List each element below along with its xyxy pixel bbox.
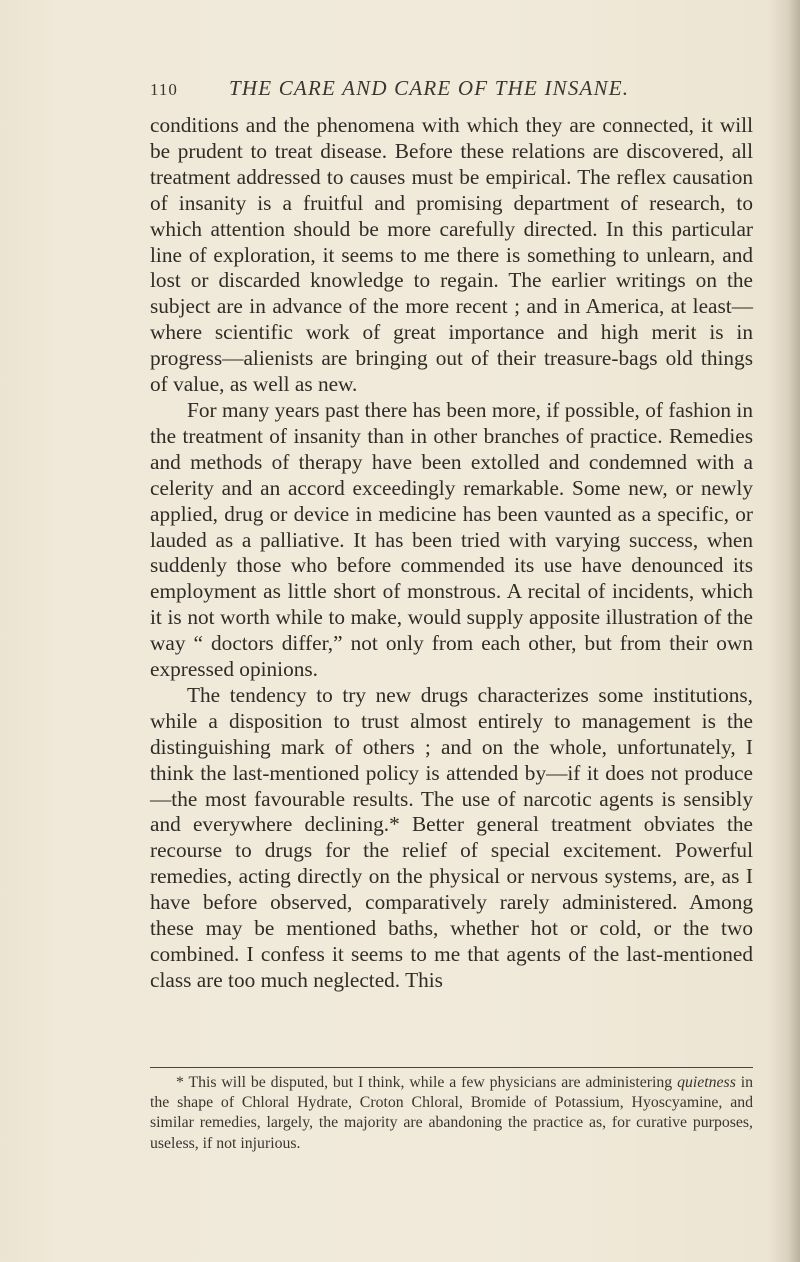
- page-header: [150, 76, 750, 106]
- paragraph-3: The tendency to try new drugs characterizes some institutions, while a disposition to trust almost entirely to management is the distinguishing mark of others ; and on the whole, unfortunately, I think the last-mentioned policy is attended by—if it does not produce—the most favourable results. The use of narcotic agents is sensibly and everywhere declining.* Better general treatment obviates the recourse to drugs for the relief of special excitement. Powerful remedies, acting directly on the physical or nervous systems, are, as I have before observed, comparatively rarely administered. Among these may be mentioned baths, whether hot or cold, or the two combined. I confess it seems to me that agents of the last-mentioned class are too much neglected. This: [150, 682, 753, 992]
- page-number: 110: [150, 80, 178, 99]
- footnote-italic-word: quietness: [677, 1074, 736, 1091]
- paragraph-2: For many years past there has been more, if possible, of fashion in the treatment of insanity than in other branches of practice. Remedies and methods of therapy have been extolled and condemned with a celerity and an accord exceedingly remarkable. Some new, or newly applied, drug or device in medicine has been vaunted as a specific, or lauded as a palliative. It has been tried with varying success, when suddenly those who before commended its use have denounced its employment as little short of monstrous. A recital of incidents, which it is not worth while to make, would supply apposite illustration of the way “ doctors differ,” not only from each other, but from their own expressed opinions.: [150, 397, 753, 682]
- footnote-divider: [150, 1067, 753, 1068]
- body-text: [150, 113, 753, 994]
- footnote: [150, 1073, 753, 1154]
- paragraph-1: conditions and the phenomena with which they are connected, it will be prudent to treat disease. Before these relations are discovered, all treatment addressed to causes must be empirical. The reflex causation of insanity is a fruitful and promising department of research, to which attention should be more carefully directed. In this particular line of exploration, it seems to me there is something to unlearn, and lost or discarded knowledge to regain. The earlier writings on the subject are in advance of the more recent ; and in America, at least—where scientific work of great importance and high merit is in progress—alienists are bringing out of their treasure-bags old things of value, as well as new.: [150, 113, 753, 397]
- footnote-lead: * This will be disputed, but I think, while a few physicians are administering: [176, 1074, 673, 1091]
- footnote-rest: in the shape of Chloral Hydrate, Croton Chloral, Bromide of Potassium, Hyoscyamine, and similar remedies, largely, the majority are abandoning the practice as, for curative purposes, useless, if not injurious.: [150, 1074, 754, 1152]
- running-title: THE CARE AND CARE OF THE INSANE.: [229, 76, 630, 100]
- page-edge-shadow: [788, 0, 800, 1262]
